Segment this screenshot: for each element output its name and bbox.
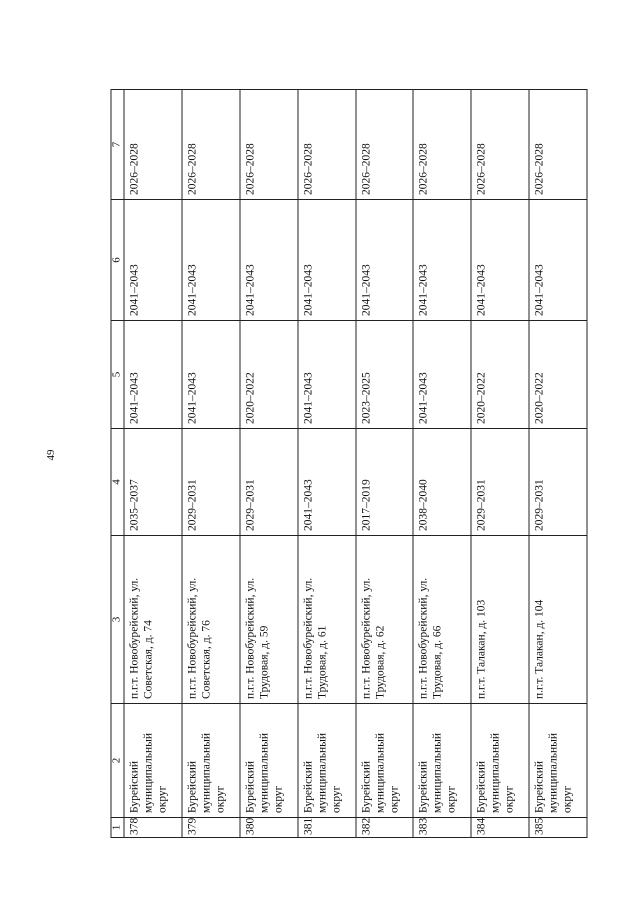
header-cell-7: 7	[111, 90, 124, 200]
period-cell-7: 2026–2028	[181, 90, 239, 200]
period-cell-4: 2038–2040	[413, 429, 471, 536]
row-number: 380	[239, 818, 297, 838]
period-cell-5: 2041–2043	[181, 321, 239, 429]
row-number: 381	[297, 818, 355, 838]
period-cell-4: 2017–2019	[355, 429, 413, 536]
period-cell-5: 2041–2043	[297, 321, 355, 429]
municipality-cell: Бурейский муниципальный округ	[471, 704, 529, 818]
row-number: 384	[471, 818, 529, 838]
row-number: 383	[413, 818, 471, 838]
schedule-table-rotated	[110, 90, 587, 838]
header-cell-4: 4	[111, 429, 124, 536]
address-cell: п.г.т. Новобурейский, ул. Советская, д. 74	[124, 536, 182, 704]
table-row	[181, 90, 239, 838]
period-cell-6: 2041–2043	[355, 200, 413, 321]
period-cell-7: 2026–2028	[355, 90, 413, 200]
period-cell-5: 2023–2025	[355, 321, 413, 429]
header-row	[111, 90, 124, 838]
table-row	[471, 90, 529, 838]
table-row	[124, 90, 182, 838]
period-cell-5: 2041–2043	[124, 321, 182, 429]
municipality-cell: Бурейский муниципальный округ	[529, 704, 587, 818]
period-cell-5: 2020–2022	[239, 321, 297, 429]
table-row	[355, 90, 413, 838]
address-cell: п.г.т. Талакан, д. 103	[471, 536, 529, 704]
table-row	[529, 90, 587, 838]
period-cell-7: 2026–2028	[529, 90, 587, 200]
schedule-table	[110, 89, 587, 838]
period-cell-4: 2029–2031	[181, 429, 239, 536]
period-cell-4: 2041–2043	[297, 429, 355, 536]
row-number: 379	[181, 818, 239, 838]
period-cell-6: 2041–2043	[181, 200, 239, 321]
row-number: 382	[355, 818, 413, 838]
period-cell-4: 2029–2031	[471, 429, 529, 536]
period-cell-7: 2026–2028	[471, 90, 529, 200]
page-number: 49	[45, 449, 57, 461]
period-cell-4: 2029–2031	[529, 429, 587, 536]
period-cell-6: 2041–2043	[471, 200, 529, 321]
period-cell-4: 2029–2031	[239, 429, 297, 536]
period-cell-4: 2035–2037	[124, 429, 182, 536]
address-cell: п.г.т. Талакан, д. 104	[529, 536, 587, 704]
header-cell-5: 5	[111, 321, 124, 429]
header-cell-2: 2	[111, 704, 124, 818]
header-cell-3: 3	[111, 536, 124, 704]
address-cell: п.г.т. Новобурейский, ул. Трудовая, д. 61	[297, 536, 355, 704]
period-cell-7: 2026–2028	[124, 90, 182, 200]
municipality-cell: Бурейский муниципальный округ	[413, 704, 471, 818]
period-cell-7: 2026–2028	[413, 90, 471, 200]
table-row	[413, 90, 471, 838]
period-cell-5: 2041–2043	[413, 321, 471, 429]
header-cell-6: 6	[111, 200, 124, 321]
period-cell-6: 2041–2043	[124, 200, 182, 321]
period-cell-6: 2041–2043	[529, 200, 587, 321]
period-cell-6: 2041–2043	[413, 200, 471, 321]
address-cell: п.г.т. Новобурейский, ул. Трудовая, д. 66	[413, 536, 471, 704]
period-cell-6: 2041–2043	[239, 200, 297, 321]
municipality-cell: Бурейский муниципальный округ	[124, 704, 182, 818]
municipality-cell: Бурейский муниципальный округ	[181, 704, 239, 818]
period-cell-7: 2026–2028	[297, 90, 355, 200]
table-row	[239, 90, 297, 838]
period-cell-5: 2020–2022	[529, 321, 587, 429]
address-cell: п.г.т. Новобурейский, ул. Трудовая, д. 62	[355, 536, 413, 704]
municipality-cell: Бурейский муниципальный округ	[239, 704, 297, 818]
header-cell-1: 1	[111, 818, 124, 838]
address-cell: п.г.т. Новобурейский, ул. Трудовая, д. 59	[239, 536, 297, 704]
municipality-cell: Бурейский муниципальный округ	[355, 704, 413, 818]
table-row	[297, 90, 355, 838]
row-number: 385	[529, 818, 587, 838]
table-container	[110, 90, 587, 838]
period-cell-7: 2026–2028	[239, 90, 297, 200]
period-cell-5: 2020–2022	[471, 321, 529, 429]
address-cell: п.г.т. Новобурейский, ул. Советская, д. 76	[181, 536, 239, 704]
period-cell-6: 2041–2043	[297, 200, 355, 321]
municipality-cell: Бурейский муниципальный округ	[297, 704, 355, 818]
row-number: 378	[124, 818, 182, 838]
